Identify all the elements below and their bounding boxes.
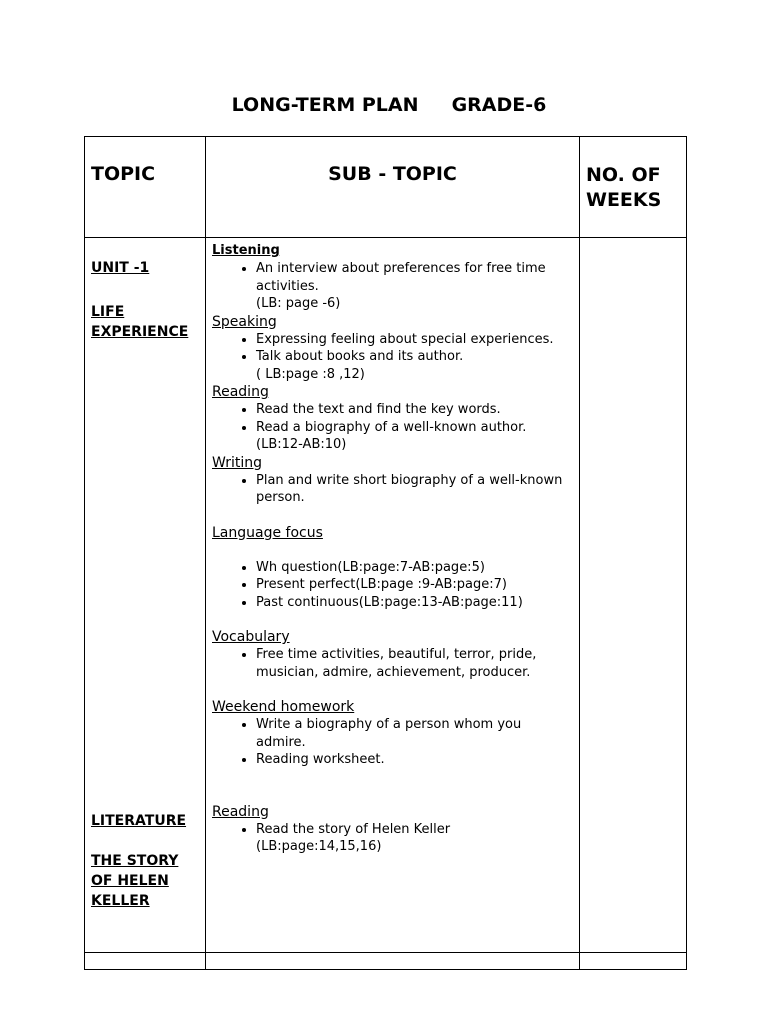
list-item: • Plan and write short biography of a well-known person. — [256, 472, 573, 507]
topic-cell — [85, 238, 206, 953]
list-item: • Reading worksheet. — [256, 751, 573, 769]
language-focus-heading: Language focus — [212, 524, 323, 541]
weeks-header-line1: NO. OF — [586, 164, 661, 186]
topic-literature: LITERATURE — [91, 813, 187, 829]
reading-heading: Reading — [212, 384, 269, 400]
empty-cell — [85, 953, 206, 970]
subtopic-header: SUB - TOPIC — [206, 137, 580, 238]
literature-reading-ref: (LB:page:14,15,16) — [256, 839, 382, 854]
subtopic-cell — [206, 238, 580, 953]
list-item: • Expressing feeling about special experiences. — [256, 331, 573, 349]
empty-cell — [580, 953, 687, 970]
reading-ref: (LB:12-AB:10) — [256, 437, 347, 452]
literature-reading-heading: Reading — [212, 803, 269, 820]
list-item: • Read the story of Helen Keller — [256, 821, 573, 839]
list-item: • An interview about preferences for free time activities. — [256, 260, 573, 295]
weeks-header — [580, 137, 687, 238]
writing-list — [212, 472, 573, 507]
vocabulary-heading: Vocabulary — [212, 629, 290, 645]
list-item: • Past continuous(LB:page:13-AB:page:11) — [256, 594, 573, 612]
weeks-cell — [580, 238, 687, 953]
topic-experience: EXPERIENCE — [91, 324, 189, 340]
writing-heading: Writing — [212, 454, 262, 471]
header-row — [85, 137, 687, 238]
unit-label: UNIT -1 — [91, 260, 150, 276]
homework-list — [212, 716, 573, 769]
speaking-heading: Speaking — [212, 313, 277, 330]
listening-ref: (LB: page -6) — [256, 296, 341, 311]
literature-reading-list — [212, 821, 573, 839]
language-focus-list — [212, 559, 573, 612]
list-item: • Wh question(LB:page:7-AB:page:5) — [256, 559, 573, 577]
page-title: LONG-TERM PLAN GRADE-6 — [231, 94, 547, 116]
topic-life: LIFE — [91, 304, 125, 320]
table-row — [85, 953, 687, 970]
story-title-line1: THE STORY — [91, 853, 179, 869]
story-title-line3: KELLER — [91, 893, 150, 909]
list-item: • Free time activities, beautiful, terror, pride, musician, admire, achievement, producer. — [256, 646, 573, 681]
list-item: • Present perfect(LB:page :9-AB:page:7) — [256, 576, 573, 594]
list-item: • Talk about books and its author. — [256, 348, 573, 366]
table-row — [85, 238, 687, 953]
list-item: • Write a biography of a person whom you admire. — [256, 716, 573, 751]
empty-cell — [206, 953, 580, 970]
homework-heading: Weekend homework — [212, 699, 355, 715]
vocabulary-list — [212, 646, 573, 681]
speaking-list — [212, 331, 573, 366]
weeks-header-line2: WEEKS — [586, 189, 662, 211]
story-title-line2: OF HELEN — [91, 873, 169, 889]
list-item: • Read the text and find the key words. — [256, 401, 573, 419]
list-item: • Read a biography of a well-known author. — [256, 419, 573, 437]
plan-table — [84, 136, 687, 970]
topic-header: TOPIC — [85, 137, 206, 238]
listening-heading: Listening — [212, 243, 280, 258]
listening-list — [212, 260, 573, 295]
speaking-ref: ( LB:page :8 ,12) — [256, 366, 365, 382]
reading-list — [212, 401, 573, 436]
